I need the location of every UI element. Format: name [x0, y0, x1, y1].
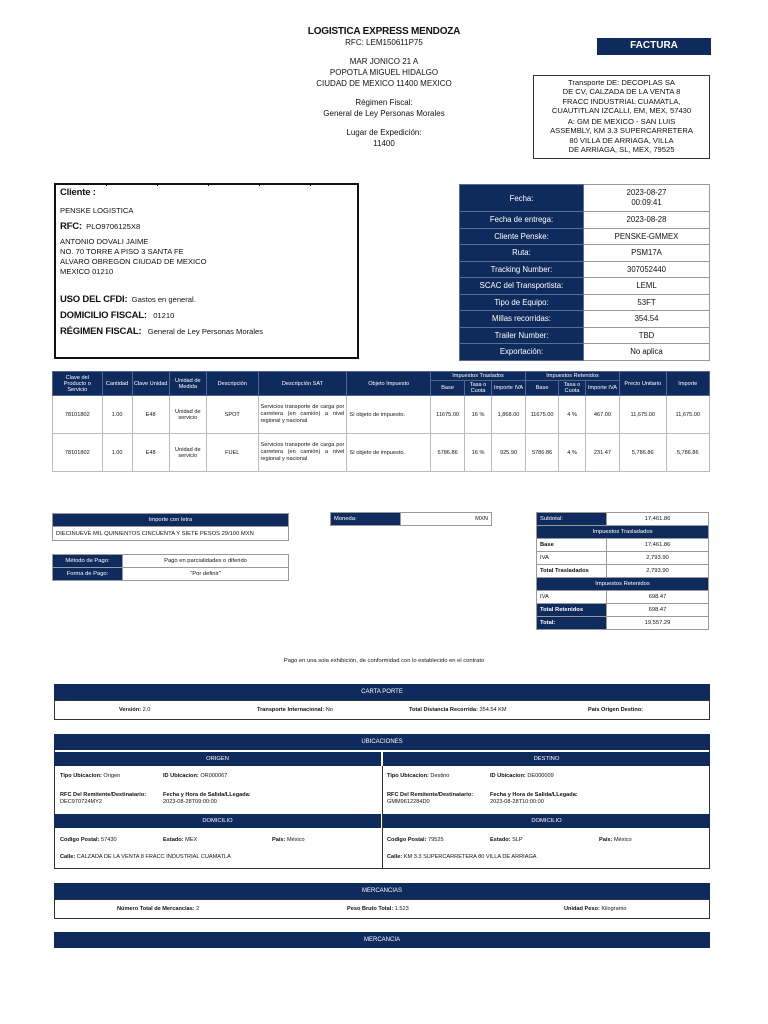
table-row — [53, 396, 710, 434]
cell: Sí objeto de impuesto. — [347, 396, 431, 434]
num-mercancias-field: Número Total de Mercancias: 2 — [117, 906, 200, 912]
domicilio-fiscal-label: DOMICILIO FISCAL: — [60, 310, 147, 321]
transport-line: Transporte DE: DECOPLAS SA — [568, 78, 675, 87]
mercancia-header: MERCANCIA — [54, 932, 710, 948]
letra-table — [52, 513, 289, 541]
ubicaciones-header: UBICACIONES — [54, 734, 710, 750]
cell: 11675.00 — [526, 396, 559, 434]
client-address-4: MEXICO 01210 — [60, 267, 114, 276]
cell: 11,675.00 — [666, 396, 710, 434]
total-traslados-label: Total Trasladados — [537, 565, 607, 578]
cell: 231.47 — [585, 434, 619, 472]
info-key: Cliente Penske: — [460, 228, 584, 245]
info-value: TBD — [584, 327, 710, 344]
info-row — [460, 212, 710, 229]
info-row — [460, 185, 710, 212]
d-domicilio-header: DOMICILIO — [383, 814, 710, 828]
carta-porte-header: CARTA PORTE — [54, 684, 710, 700]
col-r-tasa: Tasa o Cuota — [559, 381, 586, 396]
client-address-3: ALVARO OBREGON CIUDAD DE MEXICO — [60, 257, 207, 266]
mercancias-body — [54, 899, 710, 919]
version-field: Versión: 2.0 — [119, 707, 151, 713]
col-retenidos: Impuestos Retenidos — [526, 372, 620, 381]
info-value: PSM17A — [584, 245, 710, 262]
iva-label: IVA — [537, 552, 607, 565]
invoice-info-table — [459, 184, 710, 361]
client-label: Cliente : — [60, 187, 96, 198]
ret-iva-label: IVA — [537, 591, 607, 604]
col-clave: Clave del Producto o Servicio — [53, 372, 103, 396]
info-key: Millas recorridas: — [460, 311, 584, 328]
forma-label: Forma de Pago: — [53, 568, 123, 581]
info-row — [460, 344, 710, 361]
transport-line: A: GM DE MEXICO - SAN LUIS — [567, 117, 676, 127]
unidad-peso-field: Unidad Peso: Kilogramo — [564, 906, 627, 912]
col-r-base: Base — [526, 381, 559, 396]
info-value: 354.54 — [584, 311, 710, 328]
cell: 5,786.86 — [620, 434, 666, 472]
letra-value: DIECINUEVE MIL QUINIENTOS CINCUENTA Y SIETE PESOS 29/100 MXN — [53, 527, 289, 541]
info-value: No aplica — [584, 344, 710, 361]
col-t-tasa: Tasa o Cuota — [465, 381, 492, 396]
info-key: Exportación: — [460, 344, 584, 361]
cell: Servicios transporte de carga por carretera (en camión) a nivel regional y nacional — [258, 434, 347, 472]
client-rfc-label: RFC: — [60, 221, 82, 232]
moneda-table — [330, 512, 492, 526]
client-address-1: ANTONIO DOVALI JAIME — [60, 237, 149, 246]
issuer-address-2: POPOTLA MIGUEL HIDALGO — [329, 68, 439, 77]
d-estado-field: Estado: SLP — [490, 837, 523, 843]
cell: 16 % — [465, 434, 492, 472]
o-cp-field: Codigo Postal: 57430 — [60, 837, 117, 843]
info-row — [460, 261, 710, 278]
cell: 1,868.00 — [491, 396, 525, 434]
d-tipo-field: Tipo Ubicacion: Destino — [387, 773, 450, 779]
info-key: Tracking Number: — [460, 261, 584, 278]
items-table — [52, 371, 710, 472]
o-calle-field: Calle: CALZADA DE LA VENTA 8 FRACC INDUSTRIAL CUAMATLA — [60, 854, 231, 860]
subtotal-value: 17,461.86 — [607, 513, 709, 526]
col-precio: Precio Unitario — [620, 372, 666, 396]
info-key: Ruta: — [460, 245, 584, 262]
issuer-regimen-label: Régimen Fiscal: — [355, 98, 413, 107]
moneda-value: MXN — [401, 513, 492, 526]
destino-header: DESTINO — [383, 752, 710, 766]
transport-box — [533, 75, 710, 159]
pais-origen-field: País Origen Destino: — [588, 707, 644, 713]
issuer-address-1: MAR JONICO 21 A — [349, 57, 419, 66]
domicilio-fiscal-value: 01210 — [153, 311, 175, 320]
transport-line: DE ARRIAGA, SL, MEX, 79525 — [568, 145, 675, 155]
letra-label: Importe con letra — [53, 514, 289, 527]
moneda-label: Moneda: — [331, 513, 401, 526]
cell: 467.00 — [585, 396, 619, 434]
col-traslados: Impuestos Traslados — [431, 372, 526, 381]
o-id-field: ID Ubicacion: OR000067 — [163, 773, 228, 779]
col-desc-sat: Descripción SAT — [258, 372, 347, 396]
info-key: Fecha de entrega: — [460, 212, 584, 229]
info-row — [460, 278, 710, 295]
cell: SPOT — [206, 396, 258, 434]
regimen-fiscal-label: RÉGIMEN FISCAL: — [60, 326, 142, 337]
metodo-label: Método de Pago: — [53, 555, 123, 568]
doc-type-badge: FACTURA — [597, 38, 711, 55]
subtotal-label: Subtotal: — [537, 513, 607, 526]
total-traslados-value: 2,793.90 — [607, 565, 709, 578]
info-row — [460, 228, 710, 245]
issuer-regimen-value: General de Ley Personas Morales — [323, 109, 445, 118]
cell: E48 — [132, 396, 169, 434]
transport-line: CUAUTITLAN IZCALLI, EM, MEX, 57430 — [551, 105, 692, 115]
cell: Unidad de servicio — [169, 434, 206, 472]
info-key: SCAC del Transportista: — [460, 278, 584, 295]
origen-header: ORIGEN — [54, 752, 381, 766]
totals-table — [536, 512, 709, 630]
transport-line: 80 VILLA DE ARRIAGA, VILLA — [569, 135, 674, 145]
issuer-address-3: CIUDAD DE MEXICO 11400 MEXICO — [316, 79, 452, 88]
issuer-block — [250, 26, 518, 149]
col-t-base: Base — [431, 381, 465, 396]
total-retenidos-value: 698.47 — [607, 604, 709, 617]
info-row — [460, 245, 710, 262]
d-id-field: ID Ubicacion: DE000009 — [490, 773, 554, 779]
distancia-field: Total Distancia Recorrida: 354.54 KM — [409, 707, 507, 713]
regimen-fiscal-value: General de Ley Personas Morales — [147, 327, 264, 336]
ret-iva-value: 698.47 — [607, 591, 709, 604]
d-rfc-field: RFC Del Remitente/Destinatario: GMM9612284D0 — [387, 792, 474, 805]
o-pais-field: País: México — [272, 837, 305, 843]
cell: E48 — [132, 434, 169, 472]
cell: 5786.86 — [526, 434, 559, 472]
d-fecha-field: Fecha y Hora de Salida/LLegada: 2023-08-28T10:00:00 — [490, 792, 578, 805]
issuer-name: LOGISTICA EXPRESS MENDOZA — [307, 26, 461, 37]
info-value: 2023-08-28 — [584, 212, 710, 229]
table-row — [53, 434, 710, 472]
traslados-heading: Impuestos Trasladados — [537, 526, 709, 539]
uso-cfdi-value: Gastos en general. — [131, 295, 196, 304]
cell: 5,786.86 — [666, 434, 710, 472]
o-rfc-field: RFC Del Remitente/Destinatario: DEC970724MY2 — [60, 792, 147, 805]
col-objeto: Objeto Impuesto — [347, 372, 431, 396]
transport-line: ASSEMBLY, KM 3.3 SUPERCARRETERA — [550, 126, 693, 136]
pago-text: Pago en una sola exhibición, de conformidad con lo establecido en el contrato — [283, 658, 485, 664]
o-fecha-field: Fecha y Hora de Salida/LLegada: 2023-08-28T09:00:00 — [163, 792, 251, 805]
total-retenidos-label: Total Retenidos — [537, 604, 607, 617]
metodo-value: Pago en parcialidades o diferido — [123, 555, 289, 568]
col-r-iva: Importe IVA — [585, 381, 619, 396]
cell: Servicios transporte de carga por carretera (en camión) a nivel regional y nacional — [258, 396, 347, 434]
cell: 1.00 — [102, 396, 132, 434]
cell: 16 % — [465, 396, 492, 434]
base-value: 17,461.86 — [607, 539, 709, 552]
col-t-iva: Importe IVA — [491, 381, 525, 396]
cell: 4 % — [559, 396, 586, 434]
transporte-int-field: Transporte Internacional: No — [257, 707, 333, 713]
cell: Unidad de servicio — [169, 396, 206, 434]
cell: 11,675.00 — [620, 396, 666, 434]
transport-line: FRACC INDUSTRIAL CUAMATLA, — [562, 96, 681, 106]
total-value: 19,557.29 — [607, 617, 709, 630]
retenidos-heading: Impuestos Retenidos — [537, 578, 709, 591]
client-rfc-value: PLO9706125X8 — [86, 222, 141, 231]
o-domicilio-header: DOMICILIO — [54, 814, 381, 828]
issuer-rfc: RFC: LEM150611P75 — [345, 38, 423, 47]
forma-value: "Por definir" — [123, 568, 289, 581]
info-key: Tipo de Equipo: — [460, 294, 584, 311]
col-cantidad: Cantidad — [102, 372, 132, 396]
info-value: PENSKE-GMMEX — [584, 228, 710, 245]
client-address-2: NO. 70 TORRE A PISO 3 SANTA FE — [60, 247, 184, 256]
info-row — [460, 294, 710, 311]
cell: FUEL — [206, 434, 258, 472]
issuer-lugar-label: Lugar de Expedición: — [346, 128, 422, 137]
cell: 78101802 — [53, 396, 103, 434]
d-calle-field: Calle: KM 3.3 SUPERCARRETERA 80 VILLA DE ARRIAGA — [387, 854, 537, 860]
issuer-lugar-value: 11400 — [373, 139, 395, 148]
cell: Sí objeto de impuesto. — [347, 434, 431, 472]
cell: 78101802 — [53, 434, 103, 472]
cell: 925.90 — [491, 434, 525, 472]
iva-value: 2,793.90 — [607, 552, 709, 565]
d-pais-field: País: México — [599, 837, 632, 843]
cell: 11675.00 — [431, 396, 465, 434]
cell: 1.00 — [102, 434, 132, 472]
col-importe: Importe — [666, 372, 710, 396]
uso-cfdi-label: USO DEL CFDI: — [60, 294, 128, 305]
mercancias-header: MERCANCIAS — [54, 883, 710, 899]
col-clave-unidad: Clave Unidad — [132, 372, 169, 396]
info-row — [460, 311, 710, 328]
total-label: Total: — [537, 617, 607, 630]
client-name: PENSKE LOGISTICA — [60, 206, 134, 215]
info-value: 53FT — [584, 294, 710, 311]
col-descripcion: Descripción — [206, 372, 258, 396]
info-value: LEML — [584, 278, 710, 295]
pago-table — [52, 554, 289, 581]
info-value: 307052440 — [584, 261, 710, 278]
client-box — [54, 183, 359, 359]
cell: 5786.86 — [431, 434, 465, 472]
info-key: Trailer Number: — [460, 327, 584, 344]
cell: 4 % — [559, 434, 586, 472]
peso-bruto-field: Peso Bruto Total: 1.523 — [347, 906, 409, 912]
info-key: Fecha: — [460, 185, 584, 212]
carta-porte-body — [54, 700, 710, 720]
o-estado-field: Estado: MEX — [163, 837, 198, 843]
info-value: 2023-08-27 00:09:41 — [584, 185, 710, 212]
col-unidad: Unidad de Medida — [169, 372, 206, 396]
transport-line: DE CV, CALZADA DE LA VENTA 8 — [562, 87, 681, 97]
info-row — [460, 327, 710, 344]
o-tipo-field: Tipo Ubicacion: Origen — [60, 773, 121, 779]
d-cp-field: Codigo Postal: 79525 — [387, 837, 444, 843]
base-label: Base — [537, 539, 607, 552]
